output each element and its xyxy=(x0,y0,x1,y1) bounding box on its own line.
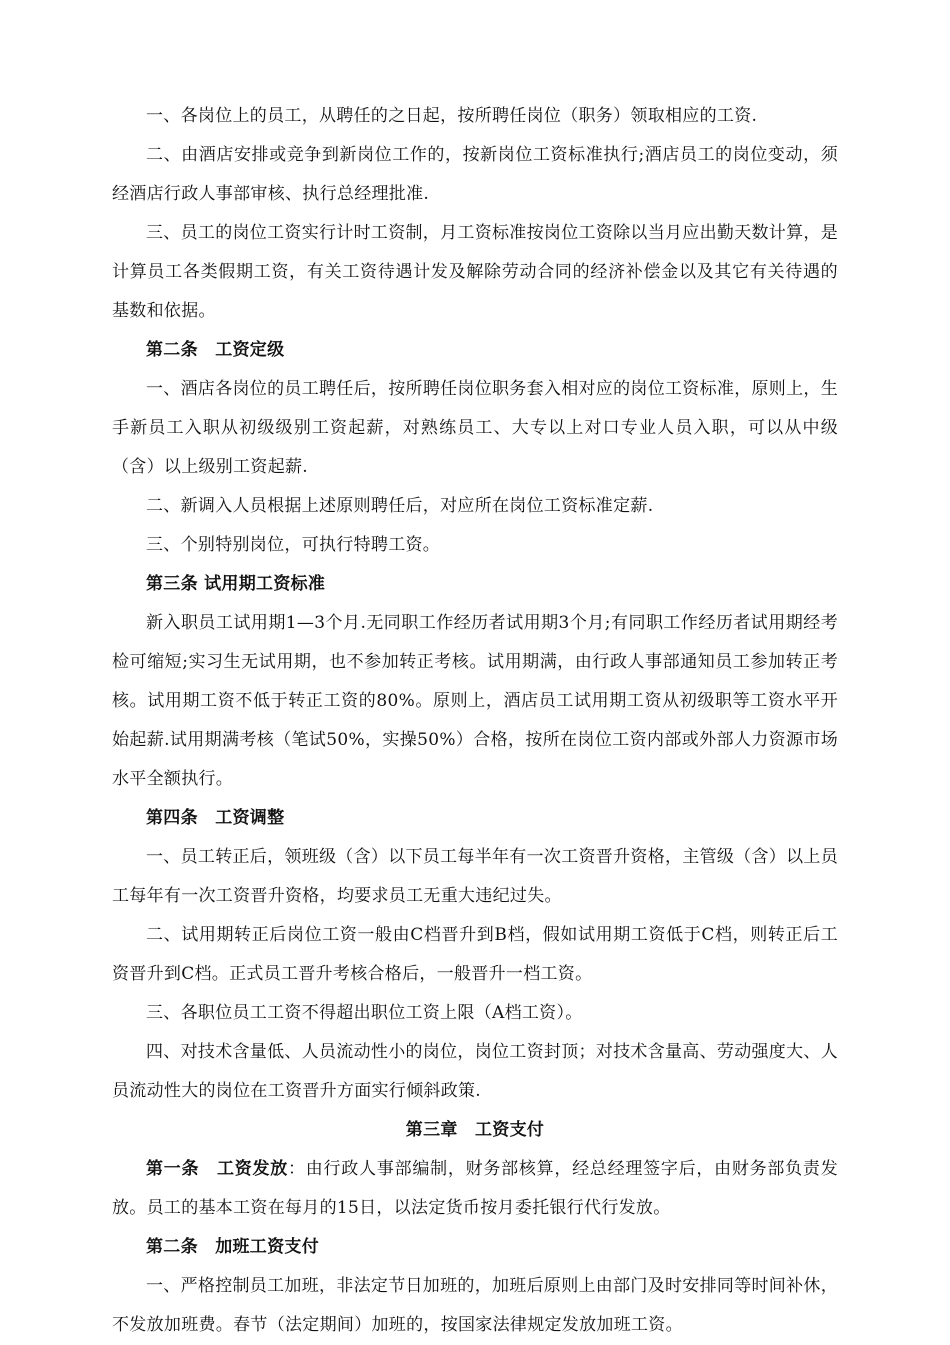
paragraph-promotion-eligibility: 一、员工转正后，领班级（含）以下员工每半年有一次工资晋升资格，主管级（含）以上员工每年有一次工资晋升资格，均要求员工无重大违纪过失。 xyxy=(112,847,838,906)
paragraph-wage-distribution xyxy=(112,1150,838,1228)
paragraph-tilt-policy: 四、对技术含量低、人员流动性小的岗位，岗位工资封顶；对技术含量高、劳动强度大、人员流动性大的岗位在工资晋升方面实行倾斜政策. xyxy=(112,1042,838,1101)
paragraph-grade-promotion: 二、试用期转正后岗位工资一般由C档晋升到B档，假如试用期工资低于C档，则转正后工资晋升到C档。正式员工晋升考核合格后，一般晋升一档工资。 xyxy=(112,925,838,984)
article-heading-overtime-pay: 第二条 加班工资支付 xyxy=(146,1237,319,1257)
chapter-heading-wage-payment: 第三章 工资支付 xyxy=(405,1120,545,1140)
paragraph-post-wage-start: 一、各岗位上的员工，从聘任的之日起，按所聘任岗位（职务）领取相应的工资. xyxy=(146,106,758,126)
paragraph-special-post: 三、个别特别岗位，可执行特聘工资。 xyxy=(146,535,441,555)
article-heading-wage-grading: 第二条 工资定级 xyxy=(146,340,285,360)
paragraph-overtime-control: 一、严格控制员工加班，非法定节日加班的，加班后原则上由部门及时安排同等时间补休，不发放加班费。春节（法定期间）加班的，按国家法律规定发放加班工资。 xyxy=(112,1276,838,1335)
paragraph-grading-rule: 一、酒店各岗位的员工聘任后，按所聘任岗位职务套入相对应的岗位工资标准，原则上，生手新员工入职从初级级别工资起薪，对熟练员工、大专以上对口专业人员入职，可以从中级（含）以上级别工资起薪. xyxy=(112,379,838,477)
paragraph-transfer-salary: 二、新调入人员根据上述原则聘任后，对应所在岗位工资标准定薪. xyxy=(146,496,654,516)
paragraph-probation-rule: 新入职员工试用期1—3个月.无同职工作经历者试用期3个月;有同职工作经历者试用期经考检可缩短;实习生无试用期，也不参加转正考核。试用期满，由行政人事部通知员工参加转正考核。试用期工资不低于转正工资的80%。原则上，酒店员工试用期工资从初级职等工资水平开始起薪.试用期满考核（笔试50%，实操50%）合格，按所在岗位工资内部或外部人力资源市场水平全额执行。 xyxy=(112,613,838,789)
paragraph-time-wage-system: 三、员工的岗位工资实行计时工资制，月工资标准按岗位工资除以当月应出勤天数计算，是计算员工各类假期工资，有关工资待遇计发及解除劳动合同的经济补偿金以及其它有关待遇的基数和依据。 xyxy=(112,223,838,321)
paragraph-wage-distribution-text: ：由行政人事部编制，财务部核算，经总经理签字后，由财务部负责发放。员工的基本工资在每月的15日，以法定货币按月委托银行代行发放。 xyxy=(112,1159,838,1218)
paragraph-wage-cap: 三、各职位员工工资不得超出职位工资上限（A档工资）。 xyxy=(146,1003,583,1023)
article-label-wage-distribution: 第一条 工资发放 xyxy=(146,1159,289,1179)
article-heading-probation-wage: 第三条 试用期工资标准 xyxy=(146,574,326,594)
paragraph-post-change: 二、由酒店安排或竞争到新岗位工作的，按新岗位工资标准执行;酒店员工的岗位变动，须经酒店行政人事部审核、执行总经理批准. xyxy=(112,145,838,204)
document-body xyxy=(112,97,838,1345)
article-heading-wage-adjustment: 第四条 工资调整 xyxy=(146,808,285,828)
